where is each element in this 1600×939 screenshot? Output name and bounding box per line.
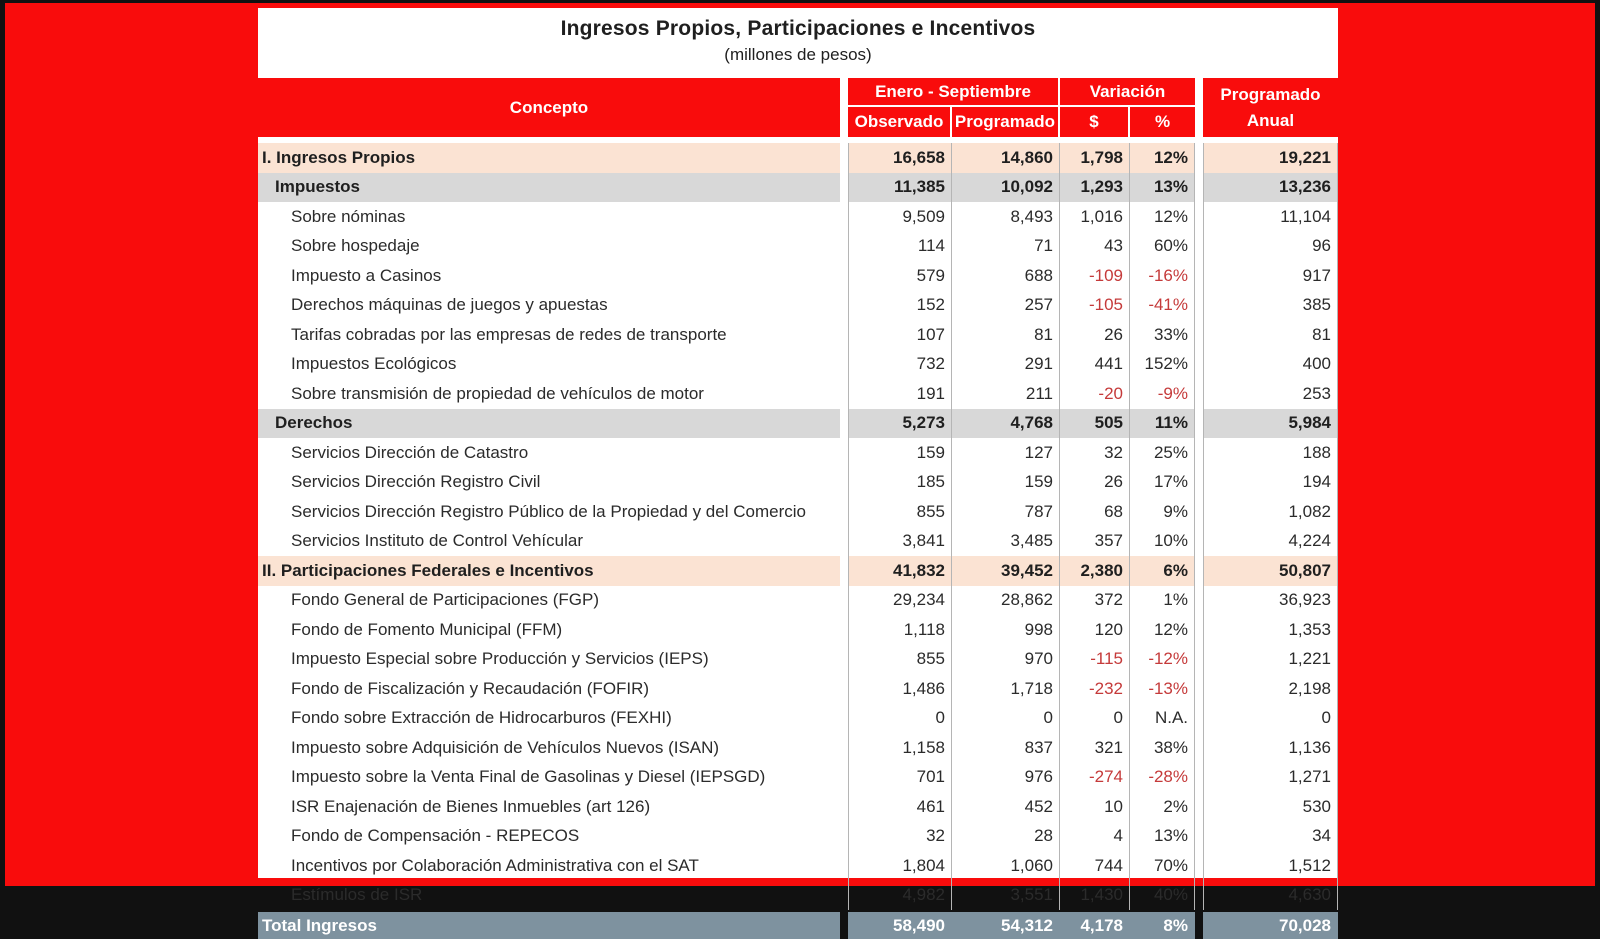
header-variacion-pesos: $ (1060, 107, 1130, 137)
header-variacion-porcentaje: % (1130, 107, 1195, 137)
programado-value: 127 (952, 438, 1060, 468)
column-gap (840, 497, 848, 527)
column-gap (840, 527, 848, 557)
observado-value: 114 (848, 232, 952, 262)
column-gap (840, 468, 848, 498)
row-label: Derechos máquinas de juegos y apuestas (291, 295, 608, 315)
page-title: Ingresos Propios, Participaciones e Incentivos (560, 17, 1036, 40)
table-header (258, 78, 1338, 137)
column-gap (1195, 763, 1203, 793)
variacion-porcentaje-value: 40% (1130, 881, 1195, 911)
programado-anual-value: 530 (1203, 792, 1338, 822)
observado-value: 107 (848, 320, 952, 350)
observado-value: 41,832 (848, 556, 952, 586)
variacion-porcentaje-value: 13% (1130, 822, 1195, 852)
observado-value: 16,658 (848, 143, 952, 173)
programado-value: 71 (952, 232, 1060, 262)
column-gap (1195, 232, 1203, 262)
row-label: Fondo de Fiscalización y Recaudación (FOFIR) (291, 678, 650, 698)
column-gap (1195, 851, 1203, 881)
header-programado: Programado (952, 107, 1060, 137)
column-gap (840, 291, 848, 321)
variacion-porcentaje-value: N.A. (1130, 704, 1195, 734)
variacion-pesos-value: -115 (1060, 645, 1130, 675)
column-gap (840, 586, 848, 616)
variacion-porcentaje-value: 70% (1130, 851, 1195, 881)
row-label: I. Ingresos Propios (258, 143, 840, 173)
column-gap (1195, 792, 1203, 822)
variacion-pesos-value: 744 (1060, 851, 1130, 881)
table-row (258, 320, 1338, 350)
column-gap (840, 232, 848, 262)
column-gap (1195, 143, 1203, 173)
variacion-porcentaje-value: 38% (1130, 733, 1195, 763)
programado-value: 837 (952, 733, 1060, 763)
row-label: Impuestos Ecológicos (291, 354, 457, 374)
table-row (258, 733, 1338, 763)
column-gap (840, 143, 848, 173)
variacion-porcentaje-value: 17% (1130, 468, 1195, 498)
programado-anual-value: 385 (1203, 291, 1338, 321)
programado-value: 81 (952, 320, 1060, 350)
row-label: Estímulos de ISR (291, 885, 423, 905)
variacion-porcentaje-value: -9% (1130, 379, 1195, 409)
programado-anual-value: 81 (1203, 320, 1338, 350)
column-gap (1195, 912, 1203, 939)
observado-value: 1,158 (848, 733, 952, 763)
observado-value: 461 (848, 792, 952, 822)
programado-anual-value: 1,271 (1203, 763, 1338, 793)
table-row (258, 881, 1338, 911)
programado-anual-value: 1,082 (1203, 497, 1338, 527)
column-gap (840, 202, 848, 232)
row-label: Impuesto sobre la Venta Final de Gasolinas y Diesel (IEPSGD) (291, 767, 766, 787)
column-gap (840, 379, 848, 409)
variacion-pesos-value: 26 (1060, 468, 1130, 498)
observado-value: 159 (848, 438, 952, 468)
observado-value: 58,490 (848, 912, 952, 939)
row-label: Total Ingresos (258, 912, 840, 939)
variacion-pesos-value: 10 (1060, 792, 1130, 822)
table-row (258, 468, 1338, 498)
table-body (258, 143, 1338, 939)
table-row (258, 792, 1338, 822)
table-row (258, 645, 1338, 675)
variacion-porcentaje-value: 8% (1130, 912, 1195, 939)
row-label: Fondo sobre Extracción de Hidrocarburos (FEXHI) (291, 708, 672, 728)
row-label: Tarifas cobradas por las empresas de redes de transporte (291, 324, 727, 344)
programado-value: 998 (952, 615, 1060, 645)
column-gap (840, 733, 848, 763)
page-subtitle: (millones de pesos) (724, 45, 872, 64)
row-label: Impuesto sobre Adquisición de Vehículos Nuevos (ISAN) (291, 737, 720, 757)
table-row (258, 261, 1338, 291)
programado-value: 291 (952, 350, 1060, 380)
variacion-pesos-value: 4 (1060, 822, 1130, 852)
header-enero-septiembre: Enero - Septiembre (848, 78, 1060, 107)
row-label: ISR Enajenación de Bienes Inmuebles (art 126) (291, 796, 651, 816)
column-gap (1195, 350, 1203, 380)
variacion-pesos-value: -20 (1060, 379, 1130, 409)
row-label: Servicios Dirección Registro Público de la Propiedad y del Comercio (291, 501, 806, 521)
programado-anual-value: 5,984 (1203, 409, 1338, 439)
observado-value: 3,841 (848, 527, 952, 557)
column-gap (1195, 527, 1203, 557)
column-gap (840, 350, 848, 380)
variacion-porcentaje-value: 25% (1130, 438, 1195, 468)
column-gap (1195, 556, 1203, 586)
programado-anual-value: 13,236 (1203, 173, 1338, 203)
report-panel (258, 8, 1338, 935)
column-gap (840, 912, 848, 939)
programado-value: 8,493 (952, 202, 1060, 232)
observado-value: 185 (848, 468, 952, 498)
programado-anual-value: 70,028 (1203, 912, 1338, 939)
header-programado-anual-line2: Anual (1246, 110, 1295, 130)
variacion-pesos-value: 120 (1060, 615, 1130, 645)
row-label: Sobre hospedaje (291, 236, 420, 256)
column-gap (1195, 645, 1203, 675)
variacion-porcentaje-value: 33% (1130, 320, 1195, 350)
title-area (258, 8, 1338, 78)
column-gap (1195, 615, 1203, 645)
table-row (258, 173, 1338, 203)
observado-value: 4,982 (848, 881, 952, 911)
column-gap (840, 822, 848, 852)
variacion-pesos-value: 1,798 (1060, 143, 1130, 173)
variacion-pesos-value: 68 (1060, 497, 1130, 527)
programado-anual-value: 400 (1203, 350, 1338, 380)
header-observado: Observado (848, 107, 952, 137)
observado-value: 11,385 (848, 173, 952, 203)
programado-value: 54,312 (952, 912, 1060, 939)
observado-value: 5,273 (848, 409, 952, 439)
column-gap (1195, 261, 1203, 291)
row-label: Fondo de Compensación - REPECOS (291, 826, 580, 846)
variacion-porcentaje-value: 60% (1130, 232, 1195, 262)
column-gap (840, 763, 848, 793)
table-row (258, 556, 1338, 586)
column-gap (1195, 468, 1203, 498)
programado-value: 970 (952, 645, 1060, 675)
table-row (258, 291, 1338, 321)
variacion-pesos-value: 441 (1060, 350, 1130, 380)
row-label: Impuestos (258, 173, 840, 203)
row-label: Impuesto Especial sobre Producción y Servicios (IEPS) (291, 649, 709, 669)
programado-anual-value: 253 (1203, 379, 1338, 409)
table-row (258, 438, 1338, 468)
variacion-pesos-value: 1,430 (1060, 881, 1130, 911)
column-gap (840, 704, 848, 734)
table-row (258, 586, 1338, 616)
programado-anual-value: 1,353 (1203, 615, 1338, 645)
programado-anual-value: 96 (1203, 232, 1338, 262)
observado-value: 152 (848, 291, 952, 321)
column-gap (1195, 704, 1203, 734)
programado-anual-value: 34 (1203, 822, 1338, 852)
row-label: Incentivos por Colaboración Administrativa con el SAT (291, 855, 699, 875)
observado-value: 732 (848, 350, 952, 380)
variacion-porcentaje-value: -12% (1130, 645, 1195, 675)
header-variacion: Variación (1060, 78, 1195, 107)
programado-anual-value: 2,198 (1203, 674, 1338, 704)
column-gap (1195, 409, 1203, 439)
variacion-porcentaje-value: 9% (1130, 497, 1195, 527)
programado-value: 1,060 (952, 851, 1060, 881)
column-gap (1195, 674, 1203, 704)
programado-value: 1,718 (952, 674, 1060, 704)
variacion-pesos-value: -232 (1060, 674, 1130, 704)
programado-value: 452 (952, 792, 1060, 822)
row-label: Servicios Dirección de Catastro (291, 442, 529, 462)
table-row (258, 497, 1338, 527)
header-concepto: Concepto (258, 78, 840, 137)
programado-value: 4,768 (952, 409, 1060, 439)
table-row (258, 350, 1338, 380)
variacion-porcentaje-value: -16% (1130, 261, 1195, 291)
column-gap (1195, 202, 1203, 232)
observado-value: 855 (848, 497, 952, 527)
observado-value: 1,804 (848, 851, 952, 881)
table-row (258, 409, 1338, 439)
column-gap (1195, 438, 1203, 468)
column-gap (840, 261, 848, 291)
programado-value: 28 (952, 822, 1060, 852)
observado-value: 32 (848, 822, 952, 852)
table-row (258, 674, 1338, 704)
column-gap (1195, 379, 1203, 409)
variacion-pesos-value: 321 (1060, 733, 1130, 763)
table-row (258, 143, 1338, 173)
variacion-pesos-value: -109 (1060, 261, 1130, 291)
table-row (258, 232, 1338, 262)
programado-anual-value: 19,221 (1203, 143, 1338, 173)
programado-anual-value: 36,923 (1203, 586, 1338, 616)
variacion-porcentaje-value: 12% (1130, 615, 1195, 645)
row-label: Impuesto a Casinos (291, 265, 442, 285)
column-gap (840, 409, 848, 439)
variacion-pesos-value: 26 (1060, 320, 1130, 350)
variacion-pesos-value: 1,016 (1060, 202, 1130, 232)
observado-value: 29,234 (848, 586, 952, 616)
programado-value: 257 (952, 291, 1060, 321)
table-row (258, 615, 1338, 645)
programado-anual-value: 4,630 (1203, 881, 1338, 911)
variacion-pesos-value: 4,178 (1060, 912, 1130, 939)
table-row (258, 822, 1338, 852)
programado-value: 976 (952, 763, 1060, 793)
row-label: Sobre transmisión de propiedad de vehículos de motor (291, 383, 704, 403)
table-row (258, 202, 1338, 232)
programado-anual-value: 50,807 (1203, 556, 1338, 586)
variacion-pesos-value: -105 (1060, 291, 1130, 321)
variacion-porcentaje-value: 152% (1130, 350, 1195, 380)
column-gap (1195, 586, 1203, 616)
variacion-porcentaje-value: 11% (1130, 409, 1195, 439)
variacion-porcentaje-value: -41% (1130, 291, 1195, 321)
variacion-pesos-value: 1,293 (1060, 173, 1130, 203)
column-gap (1195, 822, 1203, 852)
programado-value: 688 (952, 261, 1060, 291)
observado-value: 0 (848, 704, 952, 734)
variacion-porcentaje-value: 12% (1130, 143, 1195, 173)
column-gap (840, 320, 848, 350)
row-label: Derechos (258, 409, 840, 439)
programado-value: 211 (952, 379, 1060, 409)
programado-value: 787 (952, 497, 1060, 527)
column-gap (1195, 320, 1203, 350)
observado-value: 9,509 (848, 202, 952, 232)
variacion-pesos-value: 357 (1060, 527, 1130, 557)
column-gap (840, 615, 848, 645)
programado-value: 10,092 (952, 173, 1060, 203)
column-gap (840, 438, 848, 468)
programado-anual-value: 188 (1203, 438, 1338, 468)
column-gap (840, 851, 848, 881)
programado-value: 3,485 (952, 527, 1060, 557)
variacion-pesos-value: 43 (1060, 232, 1130, 262)
column-gap (840, 645, 848, 675)
column-gap (1195, 733, 1203, 763)
observado-value: 855 (848, 645, 952, 675)
observado-value: 191 (848, 379, 952, 409)
programado-value: 3,551 (952, 881, 1060, 911)
column-gap (840, 792, 848, 822)
table-row (258, 704, 1338, 734)
variacion-porcentaje-value: 13% (1130, 173, 1195, 203)
row-label: Servicios Instituto de Control Vehícular (291, 531, 583, 551)
variacion-porcentaje-value: 2% (1130, 792, 1195, 822)
programado-anual-value: 1,512 (1203, 851, 1338, 881)
column-gap (1195, 881, 1203, 911)
variacion-porcentaje-value: 10% (1130, 527, 1195, 557)
observado-value: 579 (848, 261, 952, 291)
row-label: Sobre nóminas (291, 206, 406, 226)
column-gap (840, 674, 848, 704)
variacion-porcentaje-value: 1% (1130, 586, 1195, 616)
row-label: Fondo de Fomento Municipal (FFM) (291, 619, 563, 639)
observado-value: 1,118 (848, 615, 952, 645)
observado-value: 1,486 (848, 674, 952, 704)
variacion-porcentaje-value: -28% (1130, 763, 1195, 793)
column-gap (840, 881, 848, 911)
column-gap (840, 173, 848, 203)
column-gap (1195, 173, 1203, 203)
variacion-pesos-value: 0 (1060, 704, 1130, 734)
programado-anual-value: 1,221 (1203, 645, 1338, 675)
variacion-porcentaje-value: 6% (1130, 556, 1195, 586)
variacion-porcentaje-value: 12% (1130, 202, 1195, 232)
programado-anual-value: 917 (1203, 261, 1338, 291)
programado-anual-value: 194 (1203, 468, 1338, 498)
variacion-porcentaje-value: -13% (1130, 674, 1195, 704)
programado-value: 0 (952, 704, 1060, 734)
table-row (258, 763, 1338, 793)
variacion-pesos-value: 2,380 (1060, 556, 1130, 586)
row-label: Servicios Dirección Registro Civil (291, 472, 541, 492)
programado-value: 28,862 (952, 586, 1060, 616)
variacion-pesos-value: 505 (1060, 409, 1130, 439)
table-row (258, 527, 1338, 557)
row-label: II. Participaciones Federales e Incentivos (258, 556, 840, 586)
header-programado-anual-line1: Programado (1220, 84, 1321, 104)
variacion-pesos-value: 372 (1060, 586, 1130, 616)
observado-value: 701 (848, 763, 952, 793)
header-programado-anual (1203, 78, 1338, 137)
table-row (258, 912, 1338, 939)
variacion-pesos-value: -274 (1060, 763, 1130, 793)
table-row (258, 379, 1338, 409)
programado-anual-value: 11,104 (1203, 202, 1338, 232)
column-gap (1195, 497, 1203, 527)
programado-anual-value: 4,224 (1203, 527, 1338, 557)
variacion-pesos-value: 32 (1060, 438, 1130, 468)
row-label: Fondo General de Participaciones (FGP) (291, 590, 600, 610)
table-row (258, 851, 1338, 881)
programado-value: 14,860 (952, 143, 1060, 173)
column-gap (1195, 291, 1203, 321)
programado-anual-value: 0 (1203, 704, 1338, 734)
programado-value: 159 (952, 468, 1060, 498)
column-gap (840, 556, 848, 586)
programado-value: 39,452 (952, 556, 1060, 586)
programado-anual-value: 1,136 (1203, 733, 1338, 763)
